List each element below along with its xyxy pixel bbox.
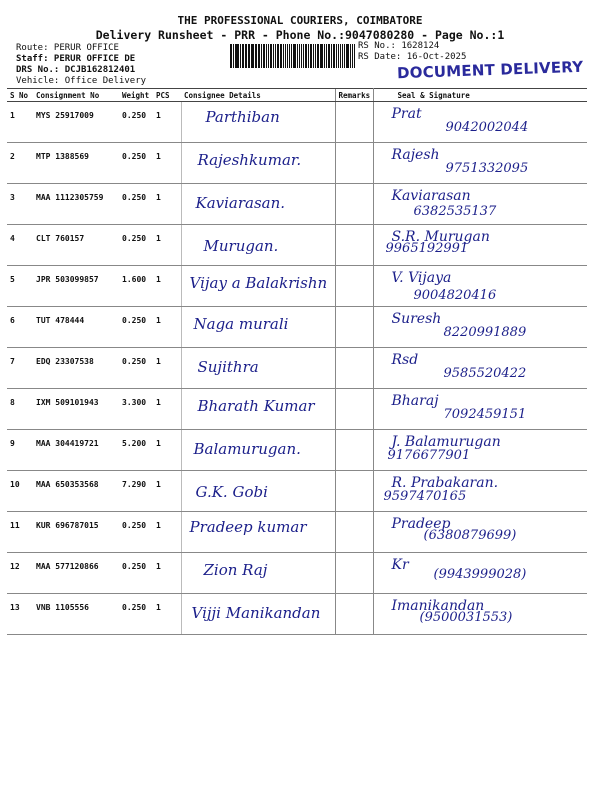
pcs-value: 1 — [153, 225, 181, 266]
consignment-number: MAA 577120866 — [33, 553, 119, 594]
receiver-signature: Suresh — [391, 311, 442, 327]
receiver-signature: S.R. Murugan — [391, 229, 490, 245]
receiver-phone: 9176677901 — [387, 448, 471, 463]
barcode-bar — [315, 44, 316, 68]
barcode-bar — [320, 44, 321, 68]
serial-number: 12 — [7, 553, 33, 594]
staff-label: Staff: PERUR OFFICE DE — [16, 54, 136, 64]
barcode-bar — [321, 44, 323, 68]
consignee-name-handwritten: Vijay a Balakrishn — [189, 274, 328, 292]
barcode-bar — [273, 44, 274, 68]
remarks-cell — [335, 430, 373, 471]
barcode-bar — [270, 44, 272, 68]
consignee-name-handwritten: Murugan. — [203, 237, 279, 255]
receiver-phone: (6380879699) — [423, 528, 517, 543]
barcode-bar — [242, 44, 244, 68]
route-label: Route: PERUR OFFICE — [16, 43, 119, 53]
barcode-bar — [263, 44, 266, 68]
consignee-name-handwritten: Kaviarasan. — [195, 194, 286, 212]
barcode-bar — [283, 44, 284, 68]
consignee-details — [181, 471, 335, 512]
consignment-number: IXM 509101943 — [33, 389, 119, 430]
table-row — [7, 553, 587, 594]
receiver-phone: 9965192991 — [385, 241, 469, 256]
weight-value: 0.250 — [119, 594, 153, 635]
consignee-name-handwritten: Vijji Manikandan — [191, 604, 321, 622]
serial-number: 6 — [7, 307, 33, 348]
barcode-bar — [280, 44, 282, 68]
consignee-details — [181, 594, 335, 635]
table-row — [7, 307, 587, 348]
receiver-phone: 7092459151 — [443, 407, 527, 422]
barcode-bar — [258, 44, 260, 68]
barcode-bar — [333, 44, 335, 68]
pcs-value: 1 — [153, 143, 181, 184]
consignee-name-handwritten: Bharath Kumar — [197, 397, 315, 415]
seal-signature-cell — [373, 430, 587, 471]
remarks-cell — [335, 389, 373, 430]
serial-number: 2 — [7, 143, 33, 184]
receiver-phone: 9004820416 — [413, 288, 497, 303]
receiver-signature: R. Prabakaran. — [391, 475, 499, 491]
barcode-bar — [328, 44, 331, 68]
barcode-bar — [297, 44, 298, 68]
serial-number: 1 — [7, 102, 33, 143]
drs-number: DRS No.: DCJB162812401 — [16, 65, 136, 75]
receiver-phone: (9500031553) — [419, 610, 513, 625]
barcode-bar — [251, 44, 254, 68]
barcode-bar — [236, 44, 239, 68]
consignment-number: MAA 1112305759 — [33, 184, 119, 225]
consignee-name-handwritten: Naga murali — [193, 315, 289, 333]
seal-signature-cell — [373, 266, 587, 307]
weight-value: 0.250 — [119, 225, 153, 266]
pcs-value: 1 — [153, 471, 181, 512]
remarks-cell — [335, 307, 373, 348]
barcode-bar — [261, 44, 262, 68]
route-info — [16, 43, 146, 87]
consignment-number: MAA 650353568 — [33, 471, 119, 512]
barcode-bar — [233, 44, 234, 68]
barcode-bar — [342, 44, 343, 68]
consignee-name-handwritten: Sujithra — [197, 358, 259, 376]
barcode-bar — [317, 44, 319, 68]
serial-number: 3 — [7, 184, 33, 225]
barcode-bar — [235, 44, 236, 68]
barcode-bar — [240, 44, 241, 68]
rs-number: RS No.: 1628124 — [358, 41, 440, 51]
receiver-phone: 9751332095 — [445, 161, 529, 176]
weight-value: 0.250 — [119, 307, 153, 348]
consignee-details — [181, 512, 335, 553]
barcode-bar — [266, 44, 267, 68]
pcs-value: 1 — [153, 348, 181, 389]
barcode-bar — [246, 44, 247, 68]
remarks-cell — [335, 143, 373, 184]
remarks-cell — [335, 348, 373, 389]
consignment-number: KUR 696787015 — [33, 512, 119, 553]
consignee-name-handwritten: Rajeshkumar. — [197, 151, 302, 169]
weight-value: 0.250 — [119, 553, 153, 594]
receiver-signature: J. Balamurugan — [391, 434, 501, 450]
table-row — [7, 143, 587, 184]
barcode-bar — [256, 44, 257, 68]
serial-number: 7 — [7, 348, 33, 389]
barcode-bar — [310, 44, 313, 68]
seal-signature-cell — [373, 143, 587, 184]
barcode-bar — [354, 44, 355, 68]
seal-signature-cell — [373, 553, 587, 594]
barcode-bar — [299, 44, 301, 68]
pcs-value: 1 — [153, 430, 181, 471]
receiver-signature: Rsd — [391, 352, 419, 368]
barcode-bar — [340, 44, 342, 68]
consignment-number: EDQ 23307538 — [33, 348, 119, 389]
col-seal-header: Seal & Signature — [373, 89, 587, 102]
rs-info — [358, 41, 466, 63]
consignee-details — [181, 553, 335, 594]
consignee-details — [181, 143, 335, 184]
pcs-value: 1 — [153, 184, 181, 225]
barcode-bar — [305, 44, 307, 68]
receiver-signature: Kr — [391, 557, 409, 573]
receiver-phone: 8220991889 — [443, 325, 527, 340]
barcode-bar — [275, 44, 276, 68]
col-consignee-header: Consignee Details — [181, 89, 335, 102]
col-pcs-header: PCS — [153, 89, 181, 102]
seal-signature-cell — [373, 307, 587, 348]
serial-number: 10 — [7, 471, 33, 512]
pcs-value: 1 — [153, 389, 181, 430]
remarks-cell — [335, 471, 373, 512]
document-delivery-stamp: DOCUMENT DELIVERY — [396, 57, 584, 83]
barcode-bar — [301, 44, 302, 68]
serial-number: 8 — [7, 389, 33, 430]
barcode-bar — [308, 44, 309, 68]
weight-value: 0.250 — [119, 348, 153, 389]
consignment-number: TUT 478444 — [33, 307, 119, 348]
serial-number: 9 — [7, 430, 33, 471]
seal-signature-cell — [373, 348, 587, 389]
runsheet-title: Delivery Runsheet - PRR - Phone No.:9047080280 - Page No.:1 — [95, 28, 505, 42]
table-row — [7, 102, 587, 143]
barcode-bar — [245, 44, 246, 68]
consignee-details — [181, 307, 335, 348]
seal-signature-cell — [373, 184, 587, 225]
table-row — [7, 266, 587, 307]
seal-signature-cell — [373, 512, 587, 553]
receiver-phone: 6382535137 — [413, 204, 497, 219]
remarks-cell — [335, 225, 373, 266]
barcode-bar — [255, 44, 256, 68]
barcode-bar — [289, 44, 290, 68]
col-consignment-header: Consignment No — [33, 89, 119, 102]
consignment-number: CLT 760157 — [33, 225, 119, 266]
col-weight-header: Weight — [119, 89, 153, 102]
weight-value: 0.250 — [119, 512, 153, 553]
pcs-value: 1 — [153, 553, 181, 594]
consignee-name-handwritten: G.K. Gobi — [195, 483, 268, 501]
seal-signature-cell — [373, 594, 587, 635]
consignee-name-handwritten: Zion Raj — [203, 561, 268, 579]
consignee-details — [181, 389, 335, 430]
col-remarks-header: Remarks — [335, 89, 373, 102]
barcode-bar — [326, 44, 327, 68]
receiver-phone: 9042002044 — [445, 120, 529, 135]
barcode-bar — [336, 44, 337, 68]
barcode — [230, 44, 356, 68]
consignee-details — [181, 225, 335, 266]
barcode-bar — [338, 44, 339, 68]
pcs-value: 1 — [153, 266, 181, 307]
table-row — [7, 594, 587, 635]
runsheet-table — [7, 88, 587, 635]
serial-number: 11 — [7, 512, 33, 553]
serial-number: 4 — [7, 225, 33, 266]
receiver-signature: Kaviarasan — [391, 188, 471, 204]
consignee-name-handwritten: Pradeep kumar — [189, 518, 307, 536]
table-row — [7, 225, 587, 266]
weight-value: 0.250 — [119, 102, 153, 143]
barcode-bar — [268, 44, 269, 68]
consignee-details — [181, 102, 335, 143]
remarks-cell — [335, 266, 373, 307]
consignment-number: MTP 1388569 — [33, 143, 119, 184]
serial-number: 13 — [7, 594, 33, 635]
barcode-bar — [350, 44, 351, 68]
seal-signature-cell — [373, 389, 587, 430]
col-sno-header: S No — [7, 89, 33, 102]
barcode-bar — [313, 44, 314, 68]
barcode-bar — [230, 44, 232, 68]
table-row — [7, 348, 587, 389]
pcs-value: 1 — [153, 102, 181, 143]
table-header-row — [7, 89, 587, 102]
consignee-details — [181, 348, 335, 389]
remarks-cell — [335, 512, 373, 553]
receiver-phone: (9943999028) — [433, 567, 527, 582]
vehicle-label: Vehicle: Office Delivery — [16, 76, 147, 86]
seal-signature-cell — [373, 225, 587, 266]
weight-value: 1.600 — [119, 266, 153, 307]
barcode-bar — [303, 44, 304, 68]
serial-number: 5 — [7, 266, 33, 307]
weight-value: 3.300 — [119, 389, 153, 430]
barcode-bar — [293, 44, 296, 68]
rs-date: RS Date: 16-Oct-2025 — [358, 52, 467, 62]
table-row — [7, 184, 587, 225]
barcode-bar — [285, 44, 286, 68]
table-row — [7, 512, 587, 553]
receiver-signature: Imanikandan — [391, 598, 485, 614]
seal-signature-cell — [373, 102, 587, 143]
consignment-number: MAA 304419721 — [33, 430, 119, 471]
remarks-cell — [335, 594, 373, 635]
company-title: THE PROFESSIONAL COURIERS, COIMBATORE — [177, 14, 423, 27]
consignment-number: JPR 503099857 — [33, 266, 119, 307]
consignee-details — [181, 430, 335, 471]
remarks-cell — [335, 102, 373, 143]
table-row — [7, 471, 587, 512]
receiver-signature: Prat — [391, 106, 422, 122]
receiver-signature: Bharaj — [391, 393, 439, 409]
barcode-bar — [291, 44, 292, 68]
consignee-details — [181, 266, 335, 307]
remarks-cell — [335, 553, 373, 594]
consignment-number: VNB 1105556 — [33, 594, 119, 635]
consignee-name-handwritten: Balamurugan. — [193, 440, 301, 458]
barcode-bar — [344, 44, 345, 68]
consignee-name-handwritten: Parthiban — [205, 108, 280, 126]
pcs-value: 1 — [153, 307, 181, 348]
receiver-signature: Rajesh — [391, 147, 440, 163]
barcode-bar — [346, 44, 349, 68]
barcode-bar — [248, 44, 250, 68]
receiver-signature: Pradeep — [391, 516, 451, 532]
weight-value: 5.200 — [119, 430, 153, 471]
weight-value: 7.290 — [119, 471, 153, 512]
barcode-bar — [277, 44, 280, 68]
receiver-signature: V. Vijaya — [391, 270, 452, 286]
weight-value: 0.250 — [119, 143, 153, 184]
consignment-number: MYS 25917009 — [33, 102, 119, 143]
barcode-bar — [324, 44, 325, 68]
barcode-bar — [352, 44, 354, 68]
pcs-value: 1 — [153, 594, 181, 635]
remarks-cell — [335, 184, 373, 225]
barcode-bar — [287, 44, 289, 68]
receiver-phone: 9585520422 — [443, 366, 527, 381]
pcs-value: 1 — [153, 512, 181, 553]
table-row — [7, 389, 587, 430]
seal-signature-cell — [373, 471, 587, 512]
weight-value: 0.250 — [119, 184, 153, 225]
table-row — [7, 430, 587, 471]
consignee-details — [181, 184, 335, 225]
barcode-bar — [331, 44, 332, 68]
receiver-phone: 9597470165 — [383, 489, 467, 504]
